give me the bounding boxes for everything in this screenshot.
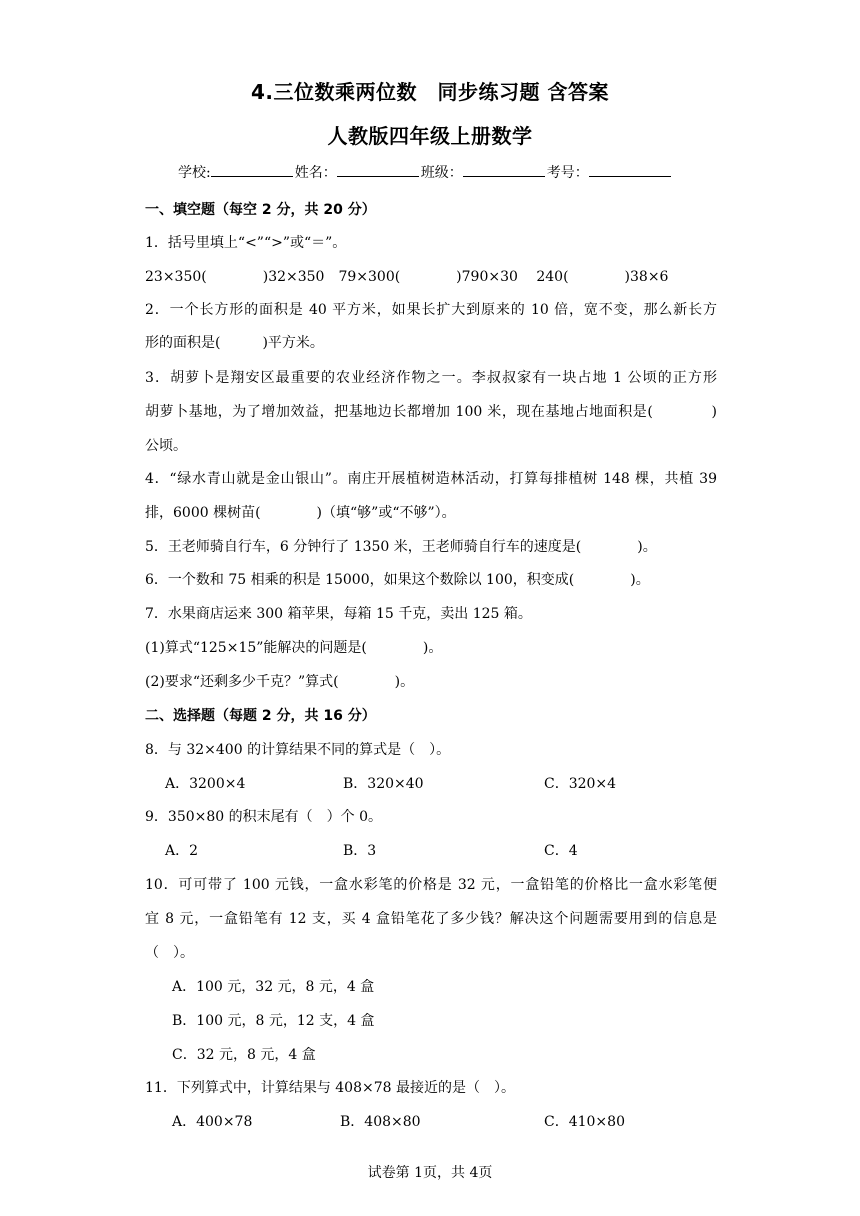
question-9-option-a[interactable]: A．2 <box>165 843 199 859</box>
question-2-line-2: 形的面积是( )平方米。 <box>145 335 324 351</box>
class-blank[interactable] <box>463 162 545 177</box>
question-9: 9．350×80 的积末尾有（ ）个 0。 <box>145 809 382 825</box>
question-8-option-a[interactable]: A．3200×4 <box>165 776 246 792</box>
question-2-line-1: 2．一个长方形的面积是 40 平方米，如果长扩大到原来的 10 倍，宽不变，那么新长方 <box>145 302 717 318</box>
question-3-line-2: 胡萝卜基地，为了增加效益，把基地边长都增加 100 米，现在基地占地面积是( ) <box>145 404 717 420</box>
question-7: 7．水果商店运来 300 箱苹果，每箱 15 千克，卖出 125 箱。 <box>145 606 532 622</box>
question-10-line-1: 10．可可带了 100 元钱，一盒水彩笔的价格是 32 元，一盒铅笔的价格比一盒水彩笔便 <box>145 877 717 893</box>
question-10-line-2: 宜 8 元，一盒铅笔有 12 支，买 4 盒铅笔花了多少钱？解决这个问题需要用到的信息是 <box>145 911 717 927</box>
page-footer: 试卷第 1页，共 4页 <box>367 1165 493 1181</box>
page-title: 4.三位数乘两位数 同步练习题 含答案 <box>251 80 609 104</box>
school-blank[interactable] <box>211 162 293 177</box>
question-1-items: 23×350( )32×350 79×300( )790×30 240( )38×6 <box>145 269 669 285</box>
name-blank[interactable] <box>337 162 419 177</box>
question-4-line-2: 排，6000 棵树苗( )（填“够”或“不够”）。 <box>145 505 456 521</box>
question-10-option-b[interactable]: B．100 元，8 元，12 支，4 盒 <box>172 1013 375 1029</box>
question-6: 6．一个数和 75 相乘的积是 15000，如果这个数除以 100，积变成( )。 <box>145 572 650 588</box>
question-8-option-b[interactable]: B．320×40 <box>343 776 424 792</box>
school-label: 学校: <box>178 165 211 181</box>
question-1: 1．括号里填上“<”“>”或“＝”。 <box>145 235 347 251</box>
question-7-part-2: (2)要求“还剩多少千克？”算式( )。 <box>145 674 415 690</box>
question-9-option-c[interactable]: C．4 <box>544 843 578 859</box>
question-8: 8．与 32×400 的计算结果不同的算式是（ ）。 <box>145 742 451 758</box>
question-11-option-a[interactable]: A．400×78 <box>172 1114 253 1130</box>
question-10-line-3: （ ）。 <box>145 945 194 961</box>
class-label: 班级： <box>420 165 463 181</box>
question-11-option-b[interactable]: B．408×80 <box>340 1114 421 1130</box>
question-7-part-1: (1)算式“125×15”能解决的问题是( )。 <box>145 640 443 656</box>
question-3-line-1: 3．胡萝卜是翔安区最重要的农业经济作物之一。李叔叔家有一块占地 1 公顷的正方形 <box>145 370 717 386</box>
section-fill-heading: 一、填空题（每空 2 分，共 20 分） <box>145 202 376 218</box>
exam-no-label: 考号： <box>546 165 589 181</box>
page-subtitle: 人教版四年级上册数学 <box>327 124 533 148</box>
question-10-option-c[interactable]: C．32 元，8 元，4 盒 <box>172 1047 316 1063</box>
section-choice-heading: 二、选择题（每题 2 分，共 16 分） <box>145 708 376 724</box>
question-11-option-c[interactable]: C．410×80 <box>544 1114 625 1130</box>
question-9-option-b[interactable]: B．3 <box>343 843 377 859</box>
question-11: 11．下列算式中，计算结果与 408×78 最接近的是（ ）。 <box>145 1080 515 1096</box>
question-10-option-a[interactable]: A．100 元，32 元，8 元，4 盒 <box>172 979 375 995</box>
question-8-option-c[interactable]: C．320×4 <box>544 776 617 792</box>
question-3-line-3: 公顷。 <box>145 438 187 454</box>
exam-no-blank[interactable] <box>589 162 671 177</box>
name-label: 姓名： <box>294 165 337 181</box>
question-5: 5．王老师骑自行车，6 分钟行了 1350 米，王老师骑自行车的速度是( )。 <box>145 539 657 555</box>
student-info-row <box>178 162 673 182</box>
question-4-line-1: 4．“绿水青山就是金山银山”。南庄开展植树造林活动，打算每排植树 148 棵，共植 39 <box>145 471 717 487</box>
